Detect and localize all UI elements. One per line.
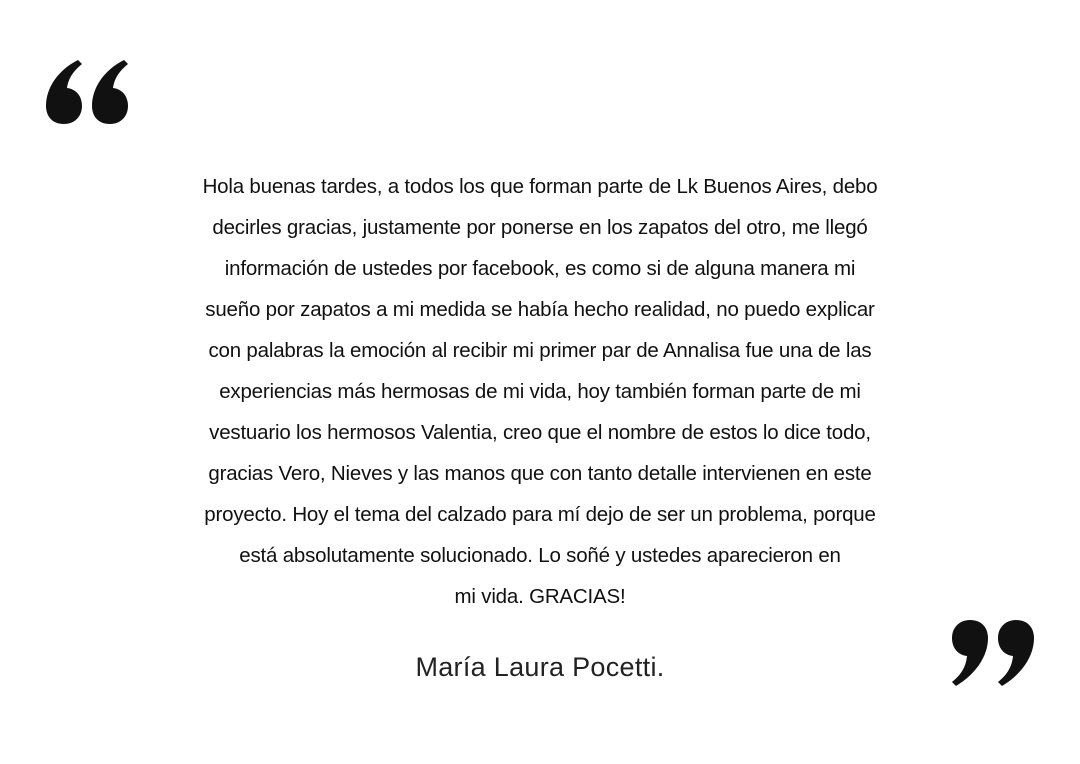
testimonial-text (0, 166, 1080, 617)
testimonial-line: decirles gracias, justamente por ponerse en los zapatos del otro, me llegó (212, 216, 868, 239)
testimonial-line: mi vida. GRACIAS! (454, 585, 626, 608)
open-quote-icon (44, 58, 130, 124)
testimonial-line: información de ustedes por facebook, es como si de alguna manera mi (224, 257, 856, 280)
testimonial-line: con palabras la emoción al recibir mi primer par de Annalisa fue una de las (208, 339, 872, 362)
testimonial-line: sueño por zapatos a mi medida se había hecho realidad, no puedo explicar (205, 298, 875, 321)
testimonial-author: María Laura Pocetti. (415, 652, 665, 682)
testimonial-line: Hola buenas tardes, a todos los que forman parte de Lk Buenos Aires, debo (202, 175, 878, 198)
testimonial-line: vestuario los hermosos Valentia, creo que el nombre de estos lo dice todo, (209, 421, 871, 444)
testimonial-line: gracias Vero, Nieves y las manos que con tanto detalle intervienen en este (208, 462, 872, 485)
testimonial-line: experiencias más hermosas de mi vida, hoy también forman parte de mi (219, 380, 861, 403)
testimonial-line: proyecto. Hoy el tema del calzado para mí dejo de ser un problema, porque (204, 503, 876, 526)
testimonial-line: está absolutamente solucionado. Lo soñé y ustedes aparecieron en (239, 544, 841, 567)
